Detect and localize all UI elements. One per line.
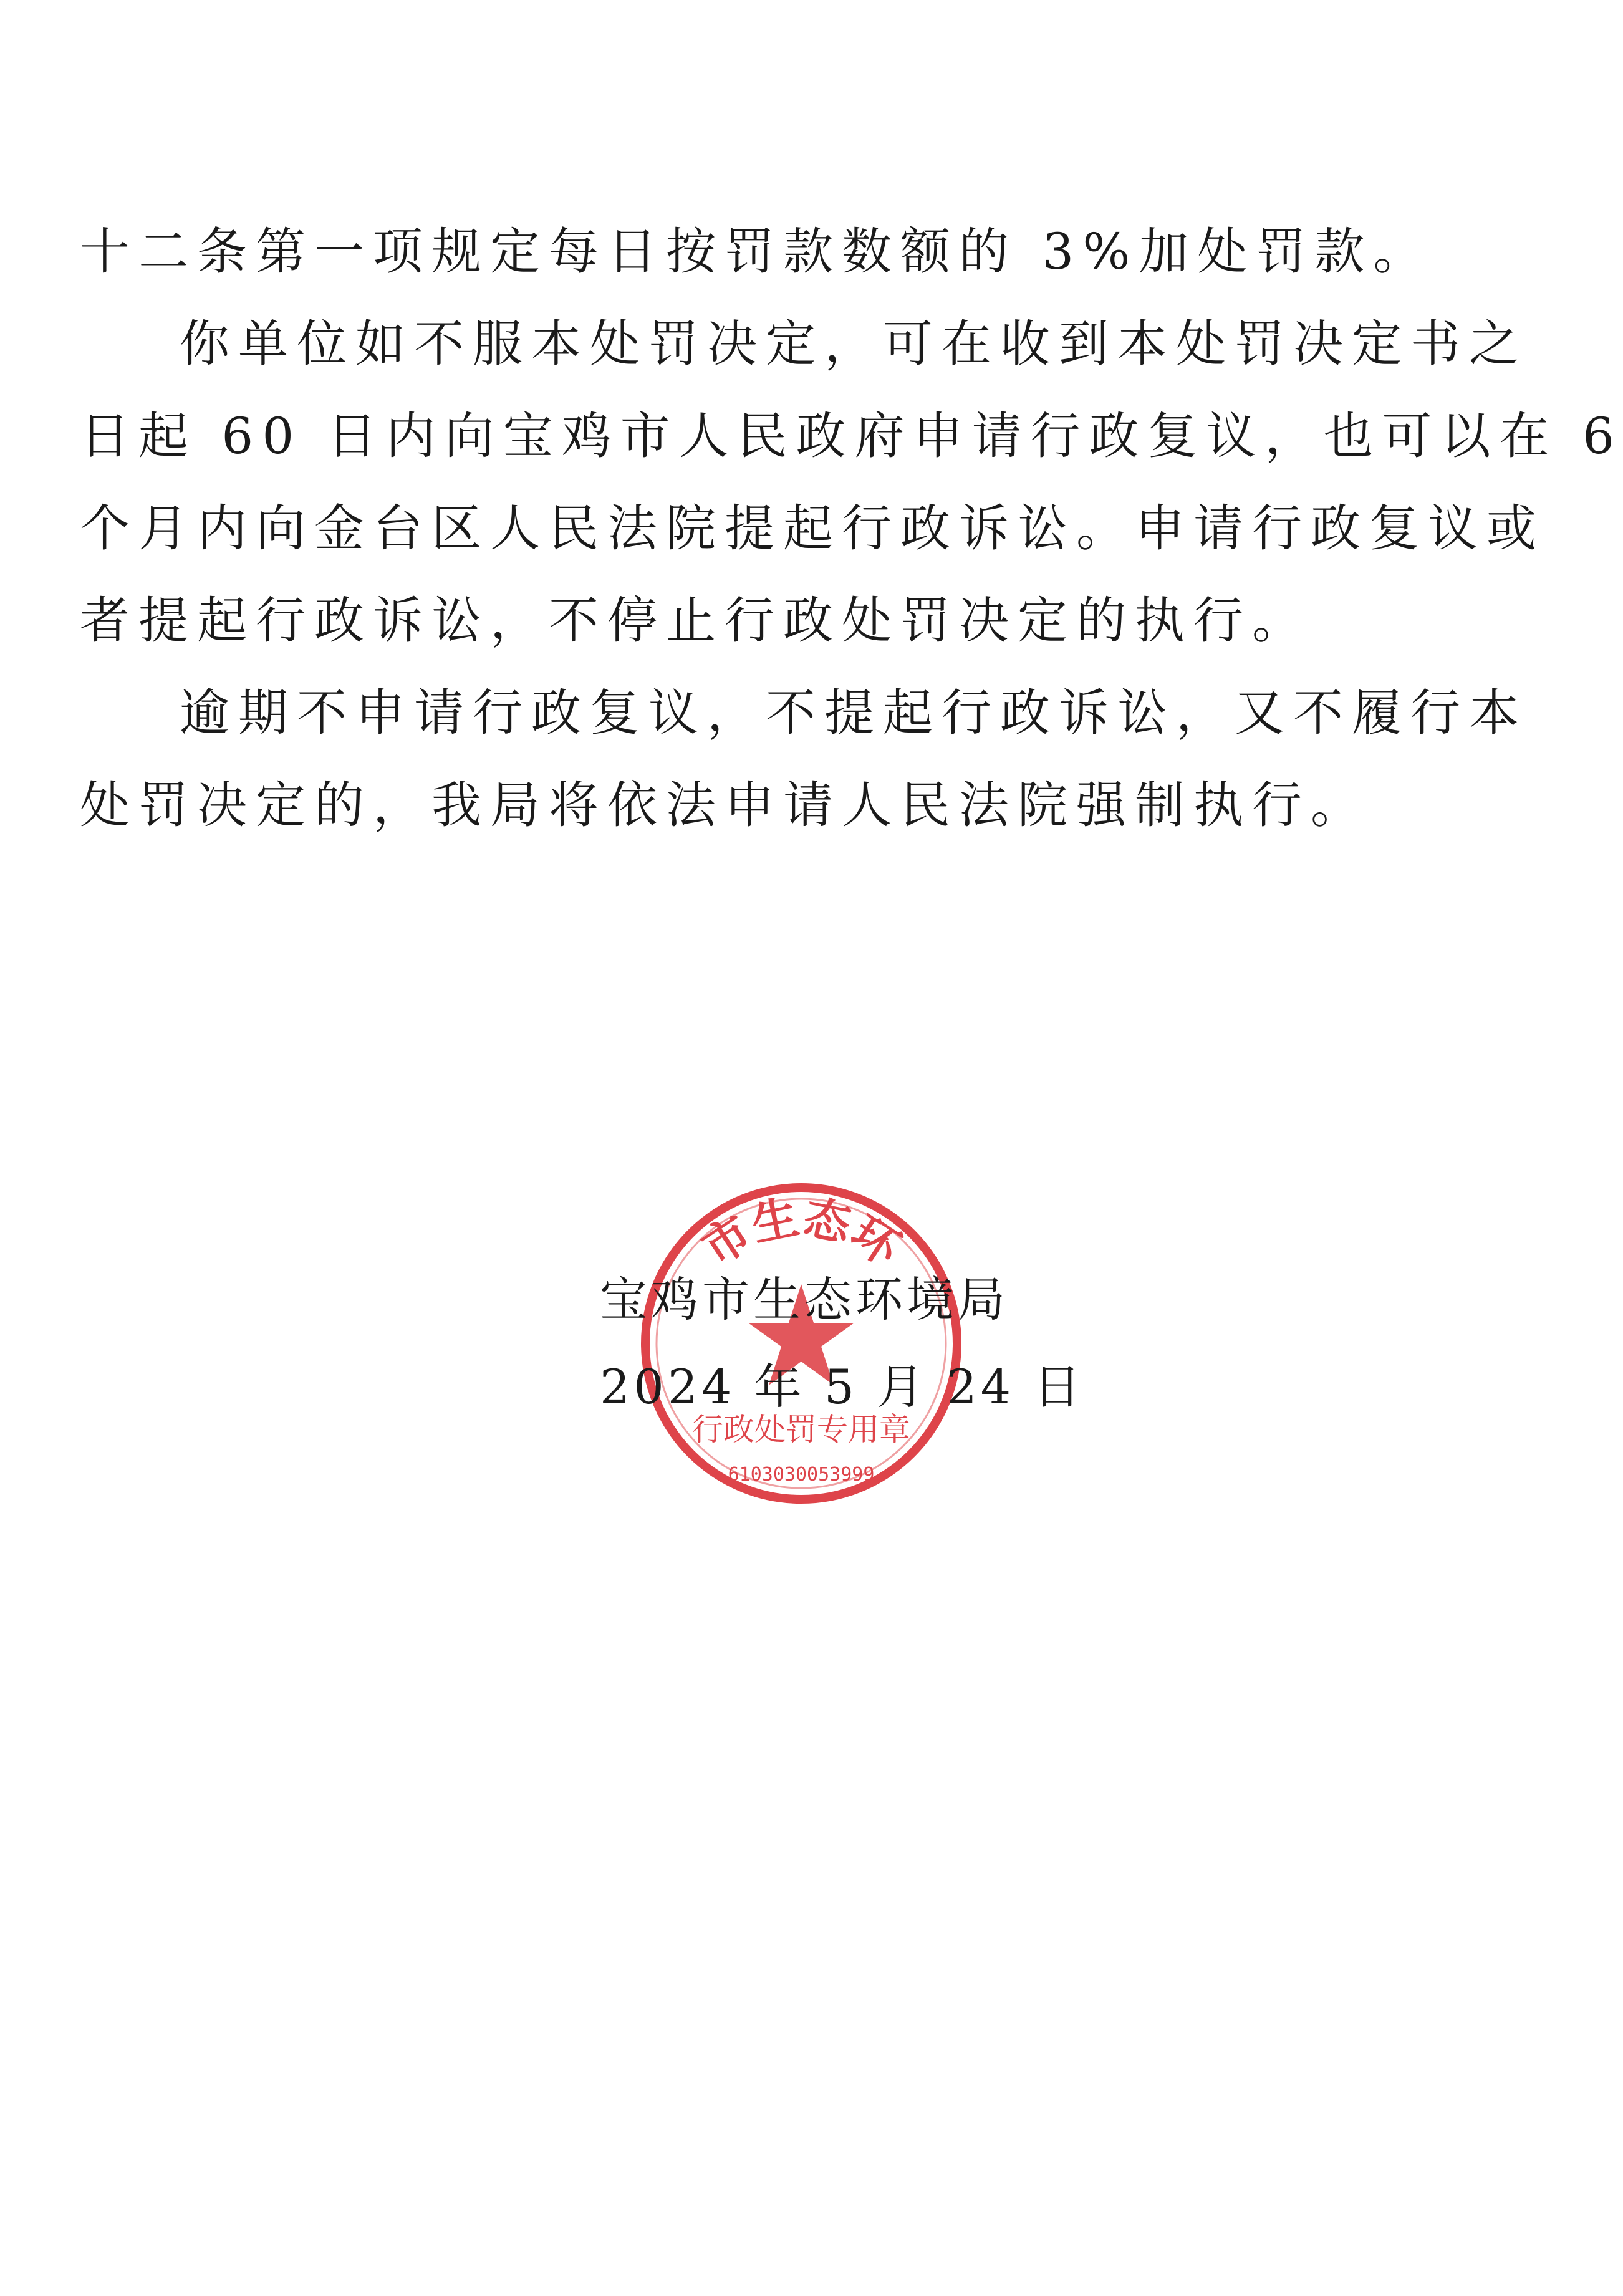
document-body xyxy=(80,206,1623,852)
paragraph-penalty-surcharge xyxy=(80,206,1432,298)
issue-date: 2024 年 5 月 24 日 xyxy=(600,1359,1085,1415)
signature-block xyxy=(600,1256,1085,1431)
paragraph-line: 逾期不申请行政复议，不提起行政诉讼，又不履行本 xyxy=(180,684,1528,742)
paragraph-line: 个月内向金台区人民法院提起行政诉讼。申请行政复议或 xyxy=(80,499,1545,557)
issuing-organization: 宝鸡市生态环境局 xyxy=(600,1272,1009,1327)
paragraph-line: 你单位如不服本处罚决定，可在收到本处罚决定书之 xyxy=(180,315,1528,373)
paragraph-line: 十二条第一项规定每日按罚款数额的 3%加处罚款。 xyxy=(80,223,1432,281)
paragraph-line: 者提起行政诉讼，不停止行政处罚决定的执行。 xyxy=(80,592,1311,650)
seal-top-text: 市生态环 xyxy=(693,1190,910,1276)
seal-number: 6103030053999 xyxy=(728,1464,875,1486)
paragraph-enforcement xyxy=(80,667,1528,852)
paragraph-line: 处罚决定的，我局将依法申请人民法院强制执行。 xyxy=(80,776,1369,834)
paragraph-appeal-rights xyxy=(80,298,1623,667)
paragraph-line: 日起 60 日内向宝鸡市人民政府申请行政复议，也可以在 6 xyxy=(80,407,1623,465)
seal-bottom-text: 行政处罚专用章 xyxy=(692,1411,910,1448)
